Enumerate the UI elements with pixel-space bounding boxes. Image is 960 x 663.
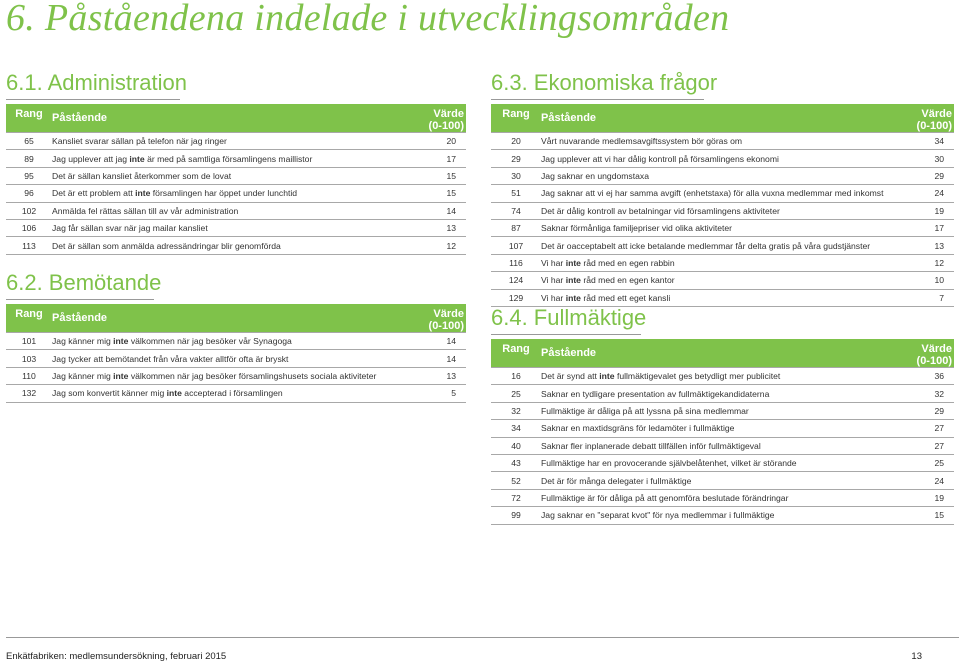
table-row bbox=[6, 385, 466, 402]
row-rank: 52 bbox=[491, 472, 541, 489]
row-rank: 34 bbox=[491, 420, 541, 437]
row-rank: 89 bbox=[6, 150, 52, 167]
row-statement: Vi har inte råd med en egen rabbin bbox=[541, 254, 908, 271]
page-title: 6. Påståendena indelade i utvecklingsområden bbox=[6, 0, 730, 39]
row-statement: Det är dålig kontroll av betalningar vid församlingens aktiviteter bbox=[541, 202, 908, 219]
table-row bbox=[491, 454, 954, 471]
table-row bbox=[491, 472, 954, 489]
table-row bbox=[491, 254, 954, 271]
row-rank: 32 bbox=[491, 402, 541, 419]
header-rank: Rang bbox=[15, 108, 43, 120]
table-row bbox=[491, 237, 954, 254]
row-statement: Anmälda fel rättas sällan till av vår administration bbox=[52, 202, 420, 219]
row-statement: Jag känner mig inte välkommen när jag besöker vår Synagoga bbox=[52, 333, 420, 350]
row-value: 19 bbox=[908, 489, 954, 506]
row-value: 25 bbox=[908, 454, 954, 471]
table-row bbox=[491, 437, 954, 454]
table-row bbox=[491, 202, 954, 219]
row-rank: 116 bbox=[491, 254, 541, 271]
section-administration bbox=[6, 68, 466, 255]
header-value-label: Värde bbox=[921, 108, 952, 120]
row-rank: 106 bbox=[6, 219, 52, 236]
row-value: 27 bbox=[908, 437, 954, 454]
row-statement: Fullmäktige har en provocerande självbelåtenhet, vilket är störande bbox=[541, 454, 908, 471]
header-rank: Rang bbox=[502, 343, 530, 355]
header-value-range: (0-100) bbox=[428, 320, 464, 332]
header-value-range: (0-100) bbox=[916, 355, 952, 367]
row-statement: Jag upplever att vi har dålig kontroll på församlingens ekonomi bbox=[541, 150, 908, 167]
row-rank: 99 bbox=[491, 507, 541, 524]
header-value bbox=[908, 339, 954, 368]
table-row bbox=[491, 402, 954, 419]
row-value: 13 bbox=[420, 367, 466, 384]
row-value: 14 bbox=[420, 202, 466, 219]
table-header bbox=[6, 104, 466, 133]
table-header bbox=[491, 339, 954, 368]
row-value: 13 bbox=[908, 237, 954, 254]
row-statement: Det är ett problem att inte församlingen har öppet under lunchtid bbox=[52, 185, 420, 202]
page-number: 13 bbox=[911, 651, 922, 662]
table-row bbox=[491, 167, 954, 184]
row-rank: 51 bbox=[491, 185, 541, 202]
row-rank: 110 bbox=[6, 367, 52, 384]
table-row bbox=[6, 237, 466, 254]
row-value: 12 bbox=[908, 254, 954, 271]
table-header bbox=[491, 104, 954, 133]
row-statement: Det är synd att inte fullmäktigevalet ges betydligt mer publicitet bbox=[541, 368, 908, 385]
row-rank: 113 bbox=[6, 237, 52, 254]
row-statement: Det är sällan som anmälda adressändringar blir genomförda bbox=[52, 237, 420, 254]
footer-source: Enkätfabriken: medlemsundersökning, februari 2015 bbox=[6, 651, 227, 662]
table-row bbox=[491, 489, 954, 506]
row-rank: 30 bbox=[491, 167, 541, 184]
row-value: 34 bbox=[908, 133, 954, 150]
table-row bbox=[6, 185, 466, 202]
header-value bbox=[420, 104, 466, 133]
row-statement: Jag som konvertit känner mig inte accepterad i församlingen bbox=[52, 385, 420, 402]
row-statement: Jag saknar en "separat kvot" för nya medlemmar i fullmäktige bbox=[541, 507, 908, 524]
row-rank: 124 bbox=[491, 272, 541, 289]
section-title-rule bbox=[6, 99, 180, 100]
row-rank: 16 bbox=[491, 368, 541, 385]
row-statement: Vi har inte råd med en egen kantor bbox=[541, 272, 908, 289]
section-title-rule bbox=[6, 299, 154, 300]
row-value: 32 bbox=[908, 385, 954, 402]
header-statement: Påstående bbox=[541, 112, 597, 124]
table-row bbox=[6, 350, 466, 367]
row-rank: 74 bbox=[491, 202, 541, 219]
section-title-rule bbox=[491, 334, 641, 335]
row-rank: 72 bbox=[491, 489, 541, 506]
row-value: 14 bbox=[420, 333, 466, 350]
row-statement: Det är för många delegater i fullmäktige bbox=[541, 472, 908, 489]
row-statement: Vi har inte råd med ett eget kansli bbox=[541, 289, 908, 306]
table-row bbox=[6, 367, 466, 384]
row-statement: Jag saknar en ungdomstaxa bbox=[541, 167, 908, 184]
fullmaktige-table bbox=[491, 339, 954, 525]
table-row bbox=[491, 368, 954, 385]
row-value: 15 bbox=[420, 185, 466, 202]
header-rank: Rang bbox=[15, 308, 43, 320]
table-body bbox=[6, 333, 466, 403]
row-statement: Det är sällan kansliet återkommer som de lovat bbox=[52, 167, 420, 184]
section-title: 6.2. Bemötande bbox=[6, 270, 162, 295]
row-rank: 43 bbox=[491, 454, 541, 471]
ekonomi-table bbox=[491, 104, 954, 307]
header-value bbox=[908, 104, 954, 133]
row-value: 14 bbox=[420, 350, 466, 367]
header-value-label: Värde bbox=[433, 308, 464, 320]
section-bemotande bbox=[6, 268, 466, 403]
footer-rule bbox=[6, 637, 959, 638]
row-statement: Saknar en tydligare presentation av fullmäktigekandidaterna bbox=[541, 385, 908, 402]
header-value bbox=[420, 304, 466, 333]
table-row bbox=[491, 185, 954, 202]
row-value: 10 bbox=[908, 272, 954, 289]
table-row bbox=[491, 507, 954, 524]
table-row bbox=[491, 272, 954, 289]
row-value: 13 bbox=[420, 219, 466, 236]
row-value: 15 bbox=[420, 167, 466, 184]
row-statement: Saknar en maxtidsgräns för ledamöter i fullmäktige bbox=[541, 420, 908, 437]
row-value: 30 bbox=[908, 150, 954, 167]
row-value: 17 bbox=[908, 219, 954, 236]
row-statement: Det är oacceptabelt att icke betalande medlemmar får delta gratis på våra gudstjänster bbox=[541, 237, 908, 254]
table-row bbox=[6, 219, 466, 236]
row-statement: Fullmäktige är för dåliga på att genomföra beslutade förändringar bbox=[541, 489, 908, 506]
row-statement: Kansliet svarar sällan på telefon när jag ringer bbox=[52, 133, 420, 150]
table-row bbox=[491, 219, 954, 236]
header-value-label: Värde bbox=[433, 108, 464, 120]
table-row bbox=[491, 385, 954, 402]
row-value: 5 bbox=[420, 385, 466, 402]
row-rank: 95 bbox=[6, 167, 52, 184]
row-rank: 103 bbox=[6, 350, 52, 367]
table-body bbox=[491, 368, 954, 525]
row-rank: 40 bbox=[491, 437, 541, 454]
table-row bbox=[6, 202, 466, 219]
table-row bbox=[6, 150, 466, 167]
row-rank: 25 bbox=[491, 385, 541, 402]
row-rank: 132 bbox=[6, 385, 52, 402]
row-value: 15 bbox=[908, 507, 954, 524]
section-title: 6.4. Fullmäktige bbox=[491, 305, 647, 330]
row-rank: 102 bbox=[6, 202, 52, 219]
row-statement: Saknar förmånliga familjepriser vid olika aktiviteter bbox=[541, 219, 908, 236]
row-value: 24 bbox=[908, 472, 954, 489]
row-rank: 129 bbox=[491, 289, 541, 306]
row-rank: 96 bbox=[6, 185, 52, 202]
row-value: 17 bbox=[420, 150, 466, 167]
row-value: 27 bbox=[908, 420, 954, 437]
administration-table bbox=[6, 104, 466, 255]
row-rank: 29 bbox=[491, 150, 541, 167]
table-row bbox=[491, 133, 954, 150]
row-value: 24 bbox=[908, 185, 954, 202]
table-body bbox=[6, 133, 466, 255]
row-rank: 65 bbox=[6, 133, 52, 150]
row-value: 20 bbox=[420, 133, 466, 150]
row-rank: 87 bbox=[491, 219, 541, 236]
row-statement: Saknar fler inplanerade debatt tillfällen inför fullmäktigeval bbox=[541, 437, 908, 454]
row-statement: Fullmäktige är dåliga på att lyssna på sina medlemmar bbox=[541, 402, 908, 419]
row-value: 29 bbox=[908, 167, 954, 184]
header-statement: Påstående bbox=[52, 112, 108, 124]
row-rank: 107 bbox=[491, 237, 541, 254]
table-row bbox=[491, 420, 954, 437]
table-row bbox=[6, 333, 466, 350]
section-title: 6.1. Administration bbox=[6, 70, 187, 95]
table-header bbox=[6, 304, 466, 333]
row-value: 19 bbox=[908, 202, 954, 219]
table-row bbox=[491, 150, 954, 167]
row-statement: Jag känner mig inte välkommen när jag besöker församlingshusets sociala aktiviteter bbox=[52, 367, 420, 384]
header-statement: Påstående bbox=[541, 347, 597, 359]
row-statement: Jag saknar att vi ej har samma avgift (enhetstaxa) för alla vuxna medlemmar med inkomst bbox=[541, 185, 908, 202]
row-statement: Jag får sällan svar när jag mailar kansliet bbox=[52, 219, 420, 236]
header-value-range: (0-100) bbox=[916, 120, 952, 132]
row-value: 12 bbox=[420, 237, 466, 254]
row-statement: Jag tycker att bemötandet från våra vakter alltför ofta är bryskt bbox=[52, 350, 420, 367]
table-row bbox=[6, 133, 466, 150]
section-ekonomi bbox=[491, 68, 954, 307]
header-value-range: (0-100) bbox=[428, 120, 464, 132]
header-statement: Påstående bbox=[52, 312, 108, 324]
section-fullmaktige bbox=[491, 303, 954, 525]
section-title: 6.3. Ekonomiska frågor bbox=[491, 70, 718, 95]
row-value: 7 bbox=[908, 289, 954, 306]
table-body bbox=[491, 133, 954, 307]
row-value: 29 bbox=[908, 402, 954, 419]
row-statement: Jag upplever att jag inte är med på samtliga församlingens maillistor bbox=[52, 150, 420, 167]
row-rank: 101 bbox=[6, 333, 52, 350]
row-rank: 20 bbox=[491, 133, 541, 150]
bemotande-table bbox=[6, 304, 466, 403]
header-rank: Rang bbox=[502, 108, 530, 120]
table-row bbox=[6, 167, 466, 184]
header-value-label: Värde bbox=[921, 343, 952, 355]
row-value: 36 bbox=[908, 368, 954, 385]
row-statement: Vårt nuvarande medlemsavgiftssystem bör göras om bbox=[541, 133, 908, 150]
section-title-rule bbox=[491, 99, 704, 100]
